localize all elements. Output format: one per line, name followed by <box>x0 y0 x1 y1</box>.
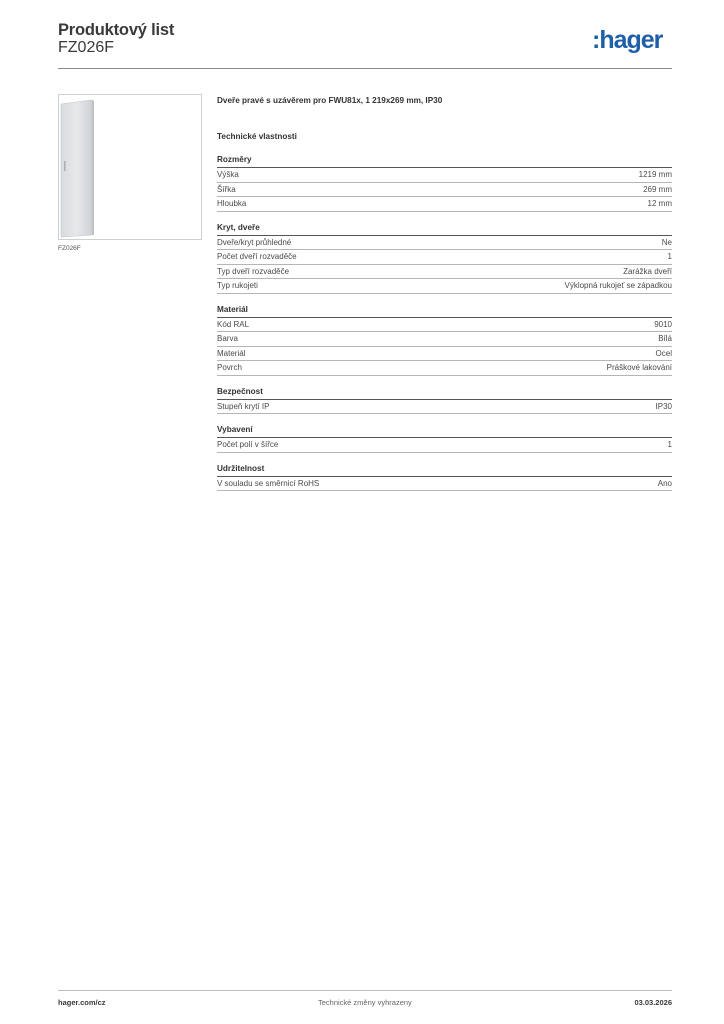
spec-label: V souladu se směrnicí RoHS <box>217 478 320 488</box>
spec-row <box>217 332 672 347</box>
group-title: Kryt, dveře <box>217 222 672 236</box>
spec-row <box>217 318 672 333</box>
footer-divider <box>58 990 672 991</box>
spec-group-equipment <box>217 424 672 453</box>
group-title: Bezpečnost <box>217 386 672 400</box>
spec-group-sustainability <box>217 463 672 492</box>
spec-label: Povrch <box>217 363 242 372</box>
spec-row <box>217 361 672 376</box>
spec-value: Zarážka dveří <box>623 266 672 276</box>
spec-value: Ocel <box>655 348 672 358</box>
spec-label: Počet polí v šířce <box>217 440 279 449</box>
spec-row <box>217 279 672 294</box>
spec-group-enclosure <box>217 222 672 294</box>
spec-label: Materiál <box>217 348 246 358</box>
spec-row <box>217 236 672 251</box>
spec-label: Šířka <box>217 184 236 194</box>
spec-label: Počet dveří rozvaděče <box>217 252 297 261</box>
group-title: Udržitelnost <box>217 463 672 477</box>
spec-row <box>217 400 672 415</box>
footer-date: 03.03.2026 <box>634 998 672 1007</box>
product-description: Dveře pravé s uzávěrem pro FWU81x, 1 219x269 mm, IP30 <box>217 96 443 105</box>
spec-row <box>217 477 672 492</box>
spec-row <box>217 168 672 183</box>
door-panel-image <box>59 95 201 239</box>
spec-label: Typ rukojeti <box>217 281 258 290</box>
spec-value: Bílá <box>658 334 672 343</box>
spec-row <box>217 438 672 453</box>
spec-group-dimensions <box>217 154 672 212</box>
spec-label: Typ dveří rozvaděče <box>217 266 290 276</box>
spec-group-safety <box>217 386 672 415</box>
spec-label: Stupeň krytí IP <box>217 401 270 411</box>
footer-note: Technické změny vyhrazeny <box>318 998 412 1007</box>
spec-value: Výklopná rukojeť se západkou <box>564 281 672 290</box>
image-caption: FZ026F <box>58 245 81 252</box>
group-title: Vybavení <box>217 424 672 438</box>
hager-logo <box>592 26 662 60</box>
spec-value: 12 mm <box>647 199 672 208</box>
spec-label: Hloubka <box>217 199 247 208</box>
footer-website-link[interactable]: hager.com/cz <box>58 998 106 1007</box>
spec-label: Výška <box>217 170 239 179</box>
product-image-frame <box>58 94 202 240</box>
spec-value: 1219 mm <box>638 170 672 179</box>
spec-value: 269 mm <box>643 184 672 194</box>
header-divider <box>58 68 672 69</box>
spec-value: 1 <box>667 440 672 449</box>
spec-label: Barva <box>217 334 238 343</box>
spec-label: Kód RAL <box>217 319 250 329</box>
hager-logo-text: :hager <box>592 26 663 54</box>
door-handle-icon <box>64 161 66 171</box>
spec-value: IP30 <box>655 401 672 411</box>
group-title: Rozměry <box>217 154 672 168</box>
spec-row <box>217 265 672 280</box>
spec-row <box>217 347 672 362</box>
spec-row <box>217 197 672 212</box>
section-heading: Technické vlastnosti <box>217 132 297 141</box>
spec-row <box>217 183 672 198</box>
spec-sheet <box>217 94 672 491</box>
product-code: FZ026F <box>58 39 115 56</box>
spec-value: Ano <box>657 478 672 488</box>
spec-label: Dveře/kryt průhledné <box>217 237 292 247</box>
spec-group-material <box>217 304 672 376</box>
spec-row <box>217 250 672 265</box>
document-title: Produktový list <box>58 21 175 39</box>
spec-value: 1 <box>667 252 672 261</box>
spec-value: 9010 <box>654 319 672 329</box>
spec-value: Práškové lakování <box>606 363 672 372</box>
spec-value: Ne <box>661 237 672 247</box>
group-title: Materiál <box>217 304 672 318</box>
